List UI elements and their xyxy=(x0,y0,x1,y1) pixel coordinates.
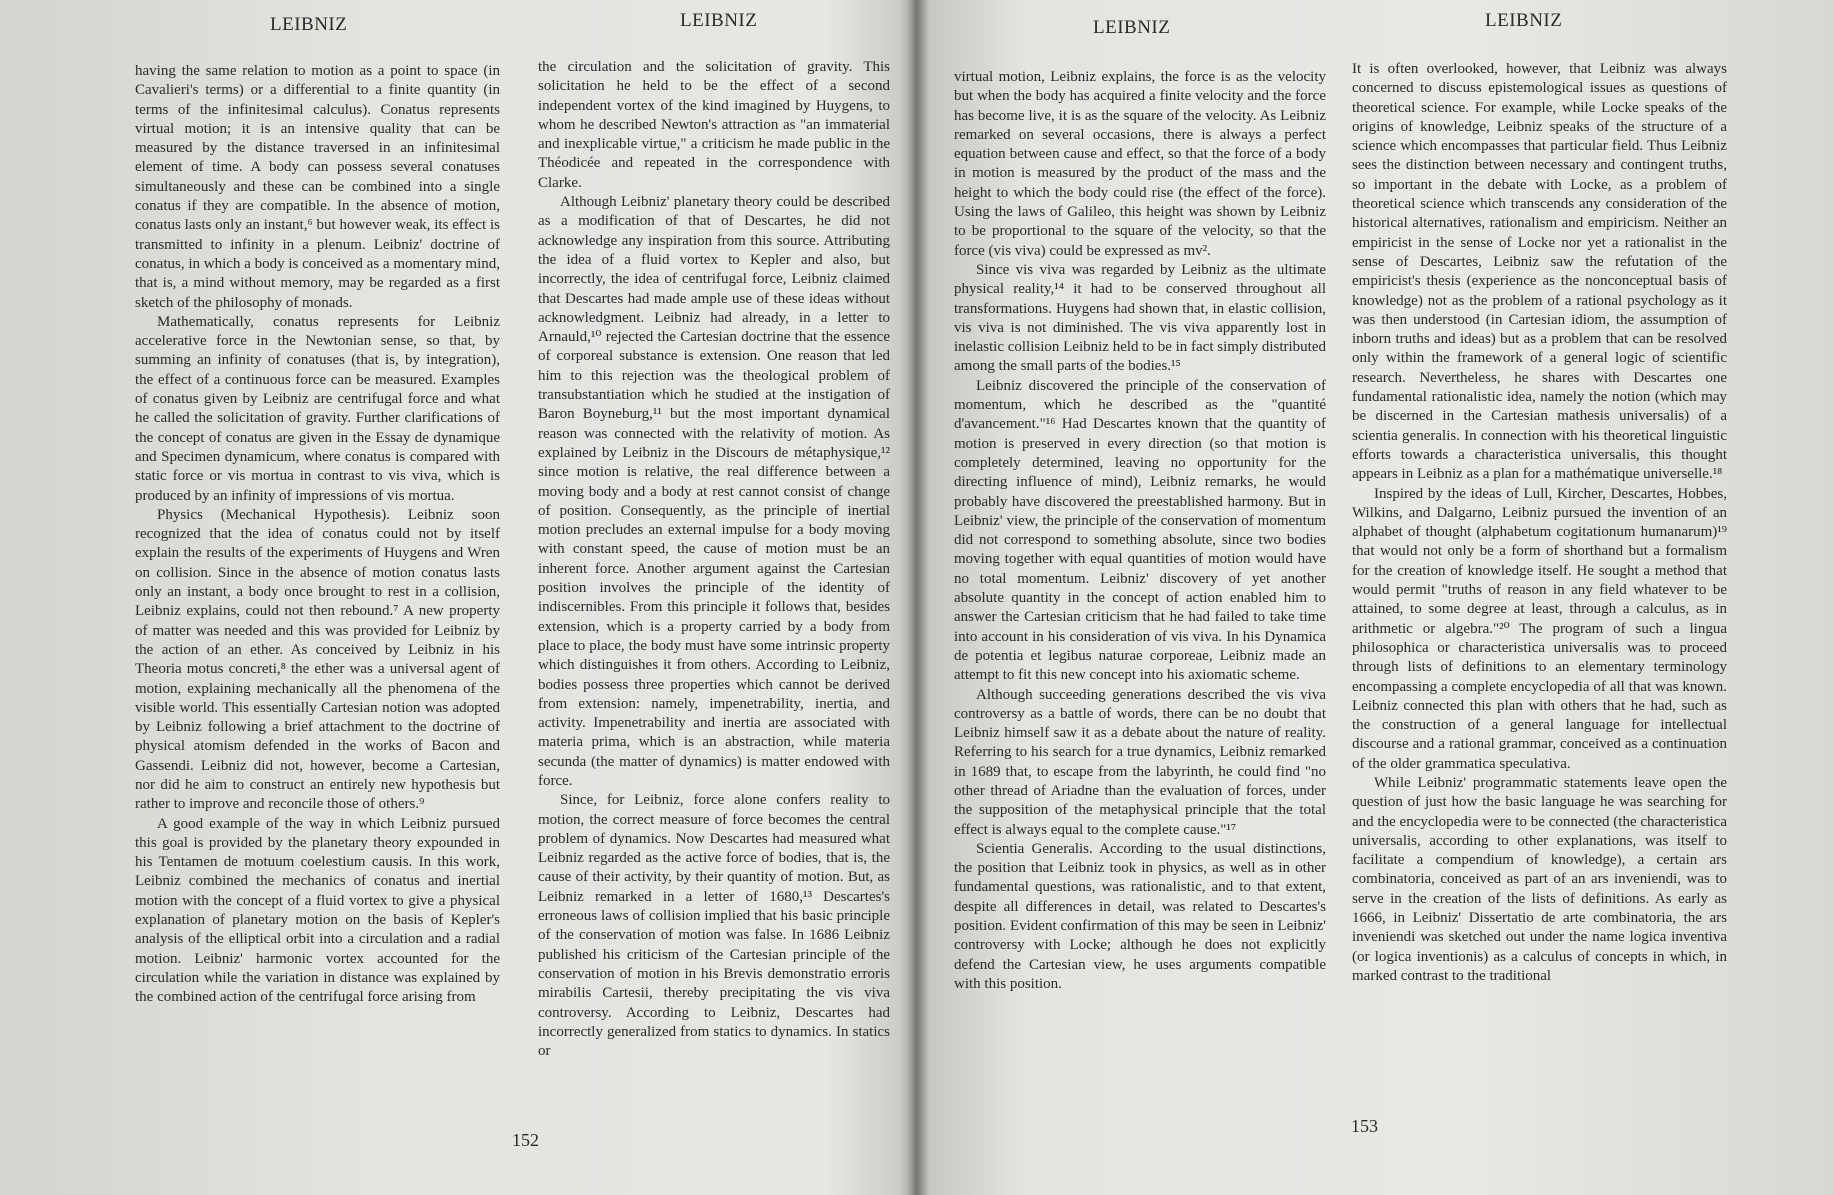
page-number: 152 xyxy=(512,1130,539,1150)
paragraph: virtual motion, Leibniz explains, the force is as the velocity but when the body has acquired a finite velocity and the force has become live, it is as the square of the velocity. As Leibniz remarked on several occasions, there is always a perfect equation between cause and effect, so that the force of a body in motion is measured by the product of the mass and the height to which the body could rise (the effect of the force). Using the laws of Galileo, this height was shown by Leibniz to be proportional to the square of the velocity, so that the force (vis viva) could be expressed as mv². xyxy=(954,69,1326,259)
paragraph: It is often overlooked, however, that Leibniz was always concerned to discuss epistemological issues as questions of theoretical science. For example, while Locke speaks of the origins of knowledge, Leibniz speaks of the structure of a science which encompasses that particular field. Thus Leibniz sees the distinction between necessary and contingent truths, so important in the debate with Locke, as a problem of theoretical science which transcends any consideration of the historical alternatives, rationalism and empiricism. Neither an empiricist in the sense of Locke nor yet a rationalist in the sense of Descartes, Leibniz saw the refutation of the empiricist's thesis (experience as the nonconceptual basis of knowledge) not as the problem of a rational psychology as it was then understood (in Cartesian idiom, the assumption of inborn truths and ideas) but as a problem that can be resolved only within the framework of a general logic of scientific research. Nevertheless, he shares with Descartes one fundamental rationalistic idea, namely the notion (which may be discerned in the Cartesian mathesis universalis) of a scientia generalis. In connection with his theoretical linguistic efforts towards a characteristica universalis, this thought appears in Leibniz as a plan for a mathématique universelle.¹⁸ xyxy=(1352,61,1727,483)
paragraph: While Leibniz' programmatic statements leave open the question of just how the basic language he was searching for and the encyclopedia were to be connected (the characteristica universalis, according to other explanations, was itself to facilitate a compendium of knowledge), a certain ars combinatoria, conceived as part of an ars inveniendi, was to serve in the creation of the lists of definitions. As early as 1666, in Leibniz' Dissertatio de arte combinatoria, the ars inveniendi was sketched out under the name logica inventiva (or logica inventionis) as a calculus of concepts in which, in marked contrast to the traditional xyxy=(1352,774,1727,984)
running-head: LEIBNIZ xyxy=(270,14,348,35)
paragraph: Since, for Leibniz, force alone confers reality to motion, the correct measure of force becomes the central problem of dynamics. Now Descartes had measured what Leibniz regarded as the active force of bodies, that is, the cause of their activity, by their quantity of motion. But, as Leibniz remarked in a letter of 1680,¹³ Descartes's erroneous laws of collision implied that his basic principle of the conservation of motion was false. In 1686 Leibniz published his criticism of the Cartesian principle of the conservation of motion in his Brevis demonstratio erroris mirabilis Cartesii, thereby precipitating the vis viva controversy. According to Leibniz, Descartes had incorrectly generalized from statics to dynamics. In statics or xyxy=(538,792,890,1060)
page-number: 153 xyxy=(1351,1116,1378,1136)
paragraph: Scientia Generalis. According to the usual distinctions, the position that Leibniz took in physics, as well as in other fundamental questions, was rationalistic, and to that extent, despite all differences in detail, was related to Descartes's position. Evident confirmation of this may be seen in Leibniz' controversy with Locke; although he does not explicitly defend the Cartesian view, he uses arguments compatible with this position. xyxy=(954,840,1326,992)
paragraph: Leibniz discovered the principle of the conservation of momentum, which he described as the "quantité d'avancement."¹⁶ Had Descartes known that the quantity of motion is preserved in every direction (so that motion is completely determined, leaving no opportunity for the directing influence of mind), Leibniz remarks, he would probably have discovered the preestablished harmony. But in Leibniz' view, the principle of the conservation of momentum did not correspond to something absolute, since two bodies moving together with equal quantities of motion would have no total momentum. Leibniz' discovery of yet another absolute quantity in the concept of action enabled him to answer the Cartesian criticism that he had failed to take time into account in his consideration of vis viva. In his Dynamica de potentia et legibus naturae corporeae, Leibniz made an attempt to fit this new concept into his axiomatic scheme. xyxy=(954,377,1326,684)
paragraph: Since vis viva was regarded by Leibniz as the ultimate physical reality,¹⁴ it had to be conserved throughout all transformations. Huygens had shown that, in elastic collision, vis viva is not diminished. The vis viva apparently lost in inelastic collision Leibniz held to be in fact simply distributed among the small parts of the bodies.¹⁵ xyxy=(954,261,1327,375)
right-page-column-1 xyxy=(954,68,1326,994)
paragraph: Although Leibniz' planetary theory could be described as a modification of that of Descartes, he did not acknowledge any inspiration from this source. Attributing the idea of a fluid vortex to Kepler and also, but incorrectly, the idea of centrifugal force, Leibniz claimed that Descartes had made ample use of these ideas without acknowledgment. Leibniz had already, in a letter to Arnauld,¹⁰ rejected the Cartesian doctrine that the essence of corporeal substance is extension. One reason that led him to this rejection was the theological problem of transubstantiation which he studied at the instigation of Baron Boyneburg,¹¹ but the most important dynamical reason was connected with the relativity of motion. As explained by Leibniz in the Discours de métaphysique,¹² since motion is relative, the real difference between a moving body and a body at rest cannot consist of change of position. Consequently, as the principle of inertial motion precludes an external impulse for a body moving with constant speed, the cause of motion must be an inherent force. Another argument against the Cartesian position involves the principle of the identity of indiscernibles. From this principle it follows that, besides extension, which is a property carried by a body from place to place, the body must have some intrinsic property which distinguishes it from others. According to Leibniz, bodies possess three properties which cannot be derived from extension: namely, impenetrability, inertia, and activity. Impenetrability and inertia are associated with materia prima, which is an abstraction, while materia secunda (the matter of dynamics) is matter endowed with force. xyxy=(538,194,890,789)
paragraph: Physics (Mechanical Hypothesis). Leibniz soon recognized that the idea of conatus could not by itself explain the results of the experiments of Huygens and Wren on collision. Since in the absence of motion conatus lasts only an instant, a body once brought to rest in a collision, Leibniz explains, could not then rebound.⁷ A new property of matter was needed and this was provided for Leibniz by the action of an ether. As conceived by Leibniz in his Theoria motus concreti,⁸ the ether was a universal agent of motion, explaining mechanically all the phenomena of the visible world. This essentially Cartesian notion was adopted by Leibniz following a brief attachment to the doctrine of physical atomism defended in the works of Bacon and Gassendi. Leibniz did not, however, become a Cartesian, nor did he aim to construct an entirely new hypothesis but rather to improve and reconcile those of others.⁹ xyxy=(135,506,500,813)
running-head: LEIBNIZ xyxy=(1485,10,1563,31)
paragraph: the circulation and the solicitation of gravity. This solicitation he held to be the effect of a second independent vortex of the kind imagined by Huygens, to whom he described Newton's attraction as "an immaterial and inexplicable virtue," a criticism he made public in the Théodicée and repeated in the correspondence with Clarke. xyxy=(538,59,890,191)
paragraph: Although succeeding generations described the vis viva controversy as a battle of words, there can be no doubt that Leibniz himself saw it as a debate about the nature of reality. Referring to his search for a true dynamics, Leibniz remarked in 1689 that, to escape from the labyrinth, he could find "no other thread of Ariadne than the evaluation of forces, under the supposition of the metaphysical principle that the total effect is always equal to the complete cause."¹⁷ xyxy=(954,686,1326,838)
paragraph: Inspired by the ideas of Lull, Kircher, Descartes, Hobbes, Wilkins, and Dalgarno, Leibniz pursued the invention of an alphabet of thought (alphabetum cogitationum humanarum)¹⁹ that would not only be a form of shorthand but a formalism for the creation of knowledge itself. He sought a method that would permit "truths of reason in any field whatever to be attained, to some degree at least, through a calculus, as in arithmetic or algebra."²⁰ The program of such a lingua philosophica or characteristica universalis was to proceed through lists of definitions to an elementary terminology encompassing a complete encyclopedia of all that was known. Leibniz connected this plan with others that he had, such as the construction of a general language for intellectual discourse and a rational grammar, conceived as a continuation of the older grammatica speculativa. xyxy=(1352,485,1727,772)
left-page-column-1 xyxy=(135,62,500,1008)
paragraph: Mathematically, conatus represents for Leibniz accelerative force in the Newtonian sense, so that, by summing an infinity of conatuses (that is, by integration), the effect of a continuous force can be measured. Examples of conatus given by Leibniz are centrifugal force and what he called the solicitation of gravity. Further clarifications of the concept of conatus are given in the Essay de dynamique and Specimen dynamicum, where conatus is compared with static force or vis mortua in contrast to vis viva, which is produced by an infinity of impressions of vis mortua. xyxy=(135,313,500,504)
running-head: LEIBNIZ xyxy=(1093,17,1171,38)
left-page-column-2 xyxy=(538,58,890,1061)
left-page xyxy=(0,0,905,1195)
paragraph: having the same relation to motion as a point to space (in Cavalieri's terms) or a differential to a finite quantity (in terms of the infinitesimal calculus). Conatus represents virtual motion; it is an intensive quality that can be measured by the distance traversed in an infinitesimal element of time. A body can possess several conatuses simultaneously and these can be combined into a single conatus if they are compatible. In the absence of motion, conatus lasts only an instant,⁶ but however weak, its effect is transmitted to infinity in a plenum. Leibniz' doctrine of conatus, in which a body is conceived as a momentary mind, that is, a mind without memory, may be regarded as a first sketch of the philosophy of monads. xyxy=(135,63,500,311)
right-page-column-2 xyxy=(1352,60,1727,986)
running-head: LEIBNIZ xyxy=(680,10,758,31)
right-page xyxy=(928,0,1833,1195)
paragraph: A good example of the way in which Leibniz pursued this goal is provided by the planetary theory expounded in his Tentamen de motuum coelestium causis. In this work, Leibniz combined the mechanics of conatus and inertial motion with the concept of a fluid vortex to give a physical explanation of planetary motion on the basis of Kepler's analysis of the elliptical orbit into a circulation and a radial motion. Leibniz' harmonic vortex accounted for the circulation while the variation in distance was explained by the combined action of the centrifugal force arising from xyxy=(135,815,500,1006)
book-gutter xyxy=(900,0,930,1195)
